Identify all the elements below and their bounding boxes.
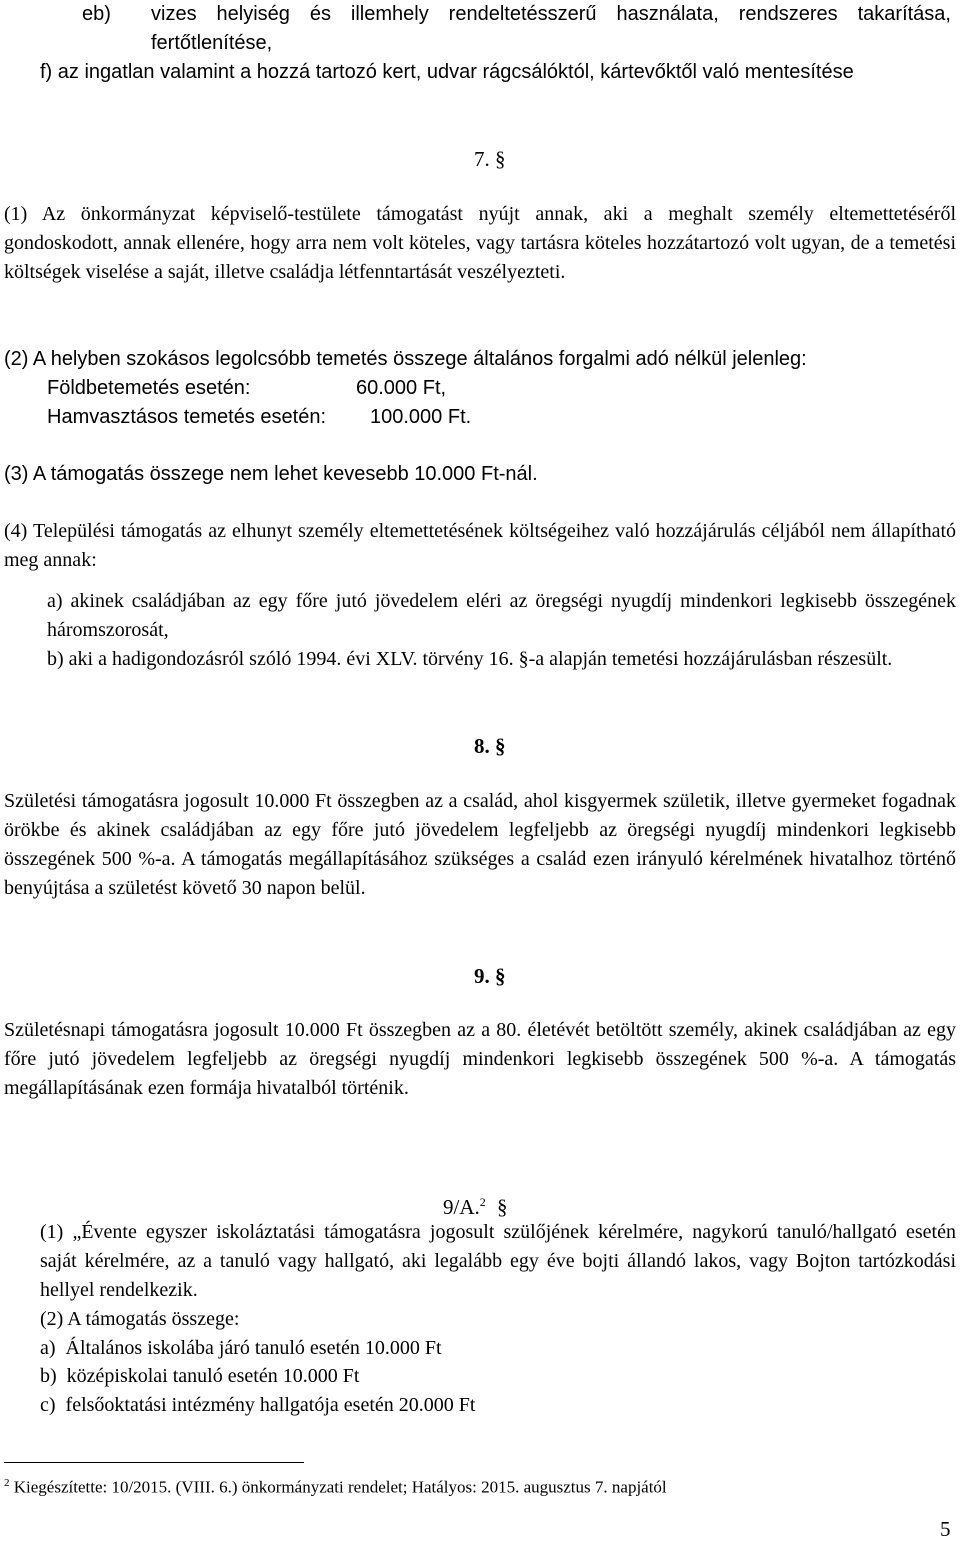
- s7-p2-intro: (2) A helyben szokásos legolcsóbb temetés összege általános forgalmi adó nélkül jelenleg:: [4, 348, 807, 370]
- s8-paragraph: Születési támogatásra jogosult 10.000 Ft összegben az a család, ahol kisgyermek születik, illetve gyermeket fogadnak örökbe és akinek családjában az egy főre jutó jövedelem legfeljebb az öregségi nyugdíj mindenkori legkisebb összegének 500 %-a. A támogatás megállapításához szükséges a család ezen irányuló kérelmének hivatalhoz történő benyújtása a születést követő 30 napon belül.: [4, 790, 956, 899]
- burial-label: Földbetemetés esetén:: [47, 377, 251, 399]
- burial-value: 60.000 Ft,: [356, 377, 447, 399]
- s7-p4a-text: a) akinek családjában az egy főre jutó jövedelem eléri az öregségi nyugdíj mindenkori legkisebb összegének háromszorosát,: [47, 590, 956, 641]
- s7-p4b-text: b) aki a hadigondozásról szóló 1994. évi XLV. törvény 16. §-a alapján temetési hozzájárulásban részesült.: [47, 648, 893, 670]
- section-heading-9: [474, 962, 506, 991]
- s9a-paragraph-2: (2) A támogatás összege:: [40, 1308, 240, 1330]
- s9a-p1-text: (1) „Évente egyszer iskoláztatási támogatásra jogosult szülőjének kérelmére, nagykorú tanuló/hallgató esetén saját kérelmére, az a tanuló vagy hallgató, aki legalább egy éve bojti állandó lakos, vagy Bojton tartózkodási hellyel rendelkezik.: [40, 1221, 956, 1301]
- list-body-f: az ingatlan valamint a hozzá tartozó kert, udvar rágcsálóktól, kártevőktől való mentesítése: [57, 61, 854, 83]
- s7-paragraph-4a: [47, 587, 956, 645]
- section-heading-9a: [443, 1188, 508, 1222]
- s7-paragraph-4: (4) Települési támogatás az elhunyt személy eltemettetésének költségeihez való hozzájárulás céljából nem állapítható meg annak:: [4, 520, 956, 571]
- s7-paragraph-3: (3) A támogatás összege nem lehet kevesebb 10.000 Ft-nál.: [4, 463, 538, 485]
- s9a-heading-sign: §: [497, 1195, 508, 1219]
- cremation-value: 100.000 Ft.: [370, 406, 472, 428]
- section-heading-8: [474, 732, 506, 761]
- s9a-paragraph-1: [40, 1218, 956, 1305]
- list-label-eb: eb): [82, 3, 111, 25]
- list-item-eb: [0, 0, 960, 58]
- page-number: 5: [940, 1517, 951, 1541]
- s9a-item-a: a) Általános iskolába járó tanuló esetén 10.000 Ft: [40, 1337, 442, 1359]
- list-item-f: [40, 58, 955, 116]
- footnote-divider: [4, 1462, 304, 1463]
- cremation-label: Hamvasztásos temetés esetén:: [47, 406, 327, 428]
- s9a-item-b: b) középiskolai tanuló esetén 10.000 Ft: [40, 1365, 360, 1387]
- footnote-number: 2: [4, 1477, 10, 1489]
- s7-paragraph-4b: [47, 645, 956, 674]
- s7-paragraph-2: [4, 345, 956, 432]
- footnote-text: Kiegészítette: 10/2015. (VIII. 6.) önkormányzati rendelet; Hatályos: 2015. augusztus 7. napjától: [13, 1477, 667, 1497]
- s8-heading-text: 8. §: [474, 734, 506, 758]
- section-heading-7: 7. §: [474, 147, 506, 171]
- s7-paragraph-1: (1) Az önkormányzat képviselő-testülete támogatást nyújt annak, aki a meghalt személy eltemettetéséről gondoskodott, annak ellenére, hogy arra nem volt köteles, vagy tartásra köteles hozzátartozó volt ugyan, de a temetési költségek viselése a saját, illetve családja létfenntartását veszélyezteti.: [4, 203, 956, 283]
- s9a-footnote-ref: 2: [479, 1195, 486, 1209]
- s9a-heading-main: 9/A.: [443, 1195, 480, 1219]
- s9-paragraph: Születésnapi támogatásra jogosult 10.000 Ft összegben az a 80. életévét betöltött személy, akinek családjában az egy főre jutó jövedelem legfeljebb az öregségi nyugdíj mindenkori legkisebb összegének 500 %-a. A támogatás megállapításának ezen formája hivatalból történik.: [4, 1019, 956, 1099]
- s9-heading-text: 9. §: [474, 964, 506, 988]
- s7-p2-row1: [4, 374, 956, 403]
- s7-p2-row2: [4, 403, 956, 432]
- list-label-f: f): [40, 61, 53, 83]
- list-text-f: [40, 58, 955, 87]
- list-text-eb: vizes helyiség és illemhely rendeltetésszerű használata, rendszeres takarítása, fertőtlenítése,: [151, 3, 951, 54]
- footnote: [4, 1472, 667, 1499]
- s9a-item-c: c) felsőoktatási intézmény hallgatója esetén 20.000 Ft: [40, 1394, 476, 1416]
